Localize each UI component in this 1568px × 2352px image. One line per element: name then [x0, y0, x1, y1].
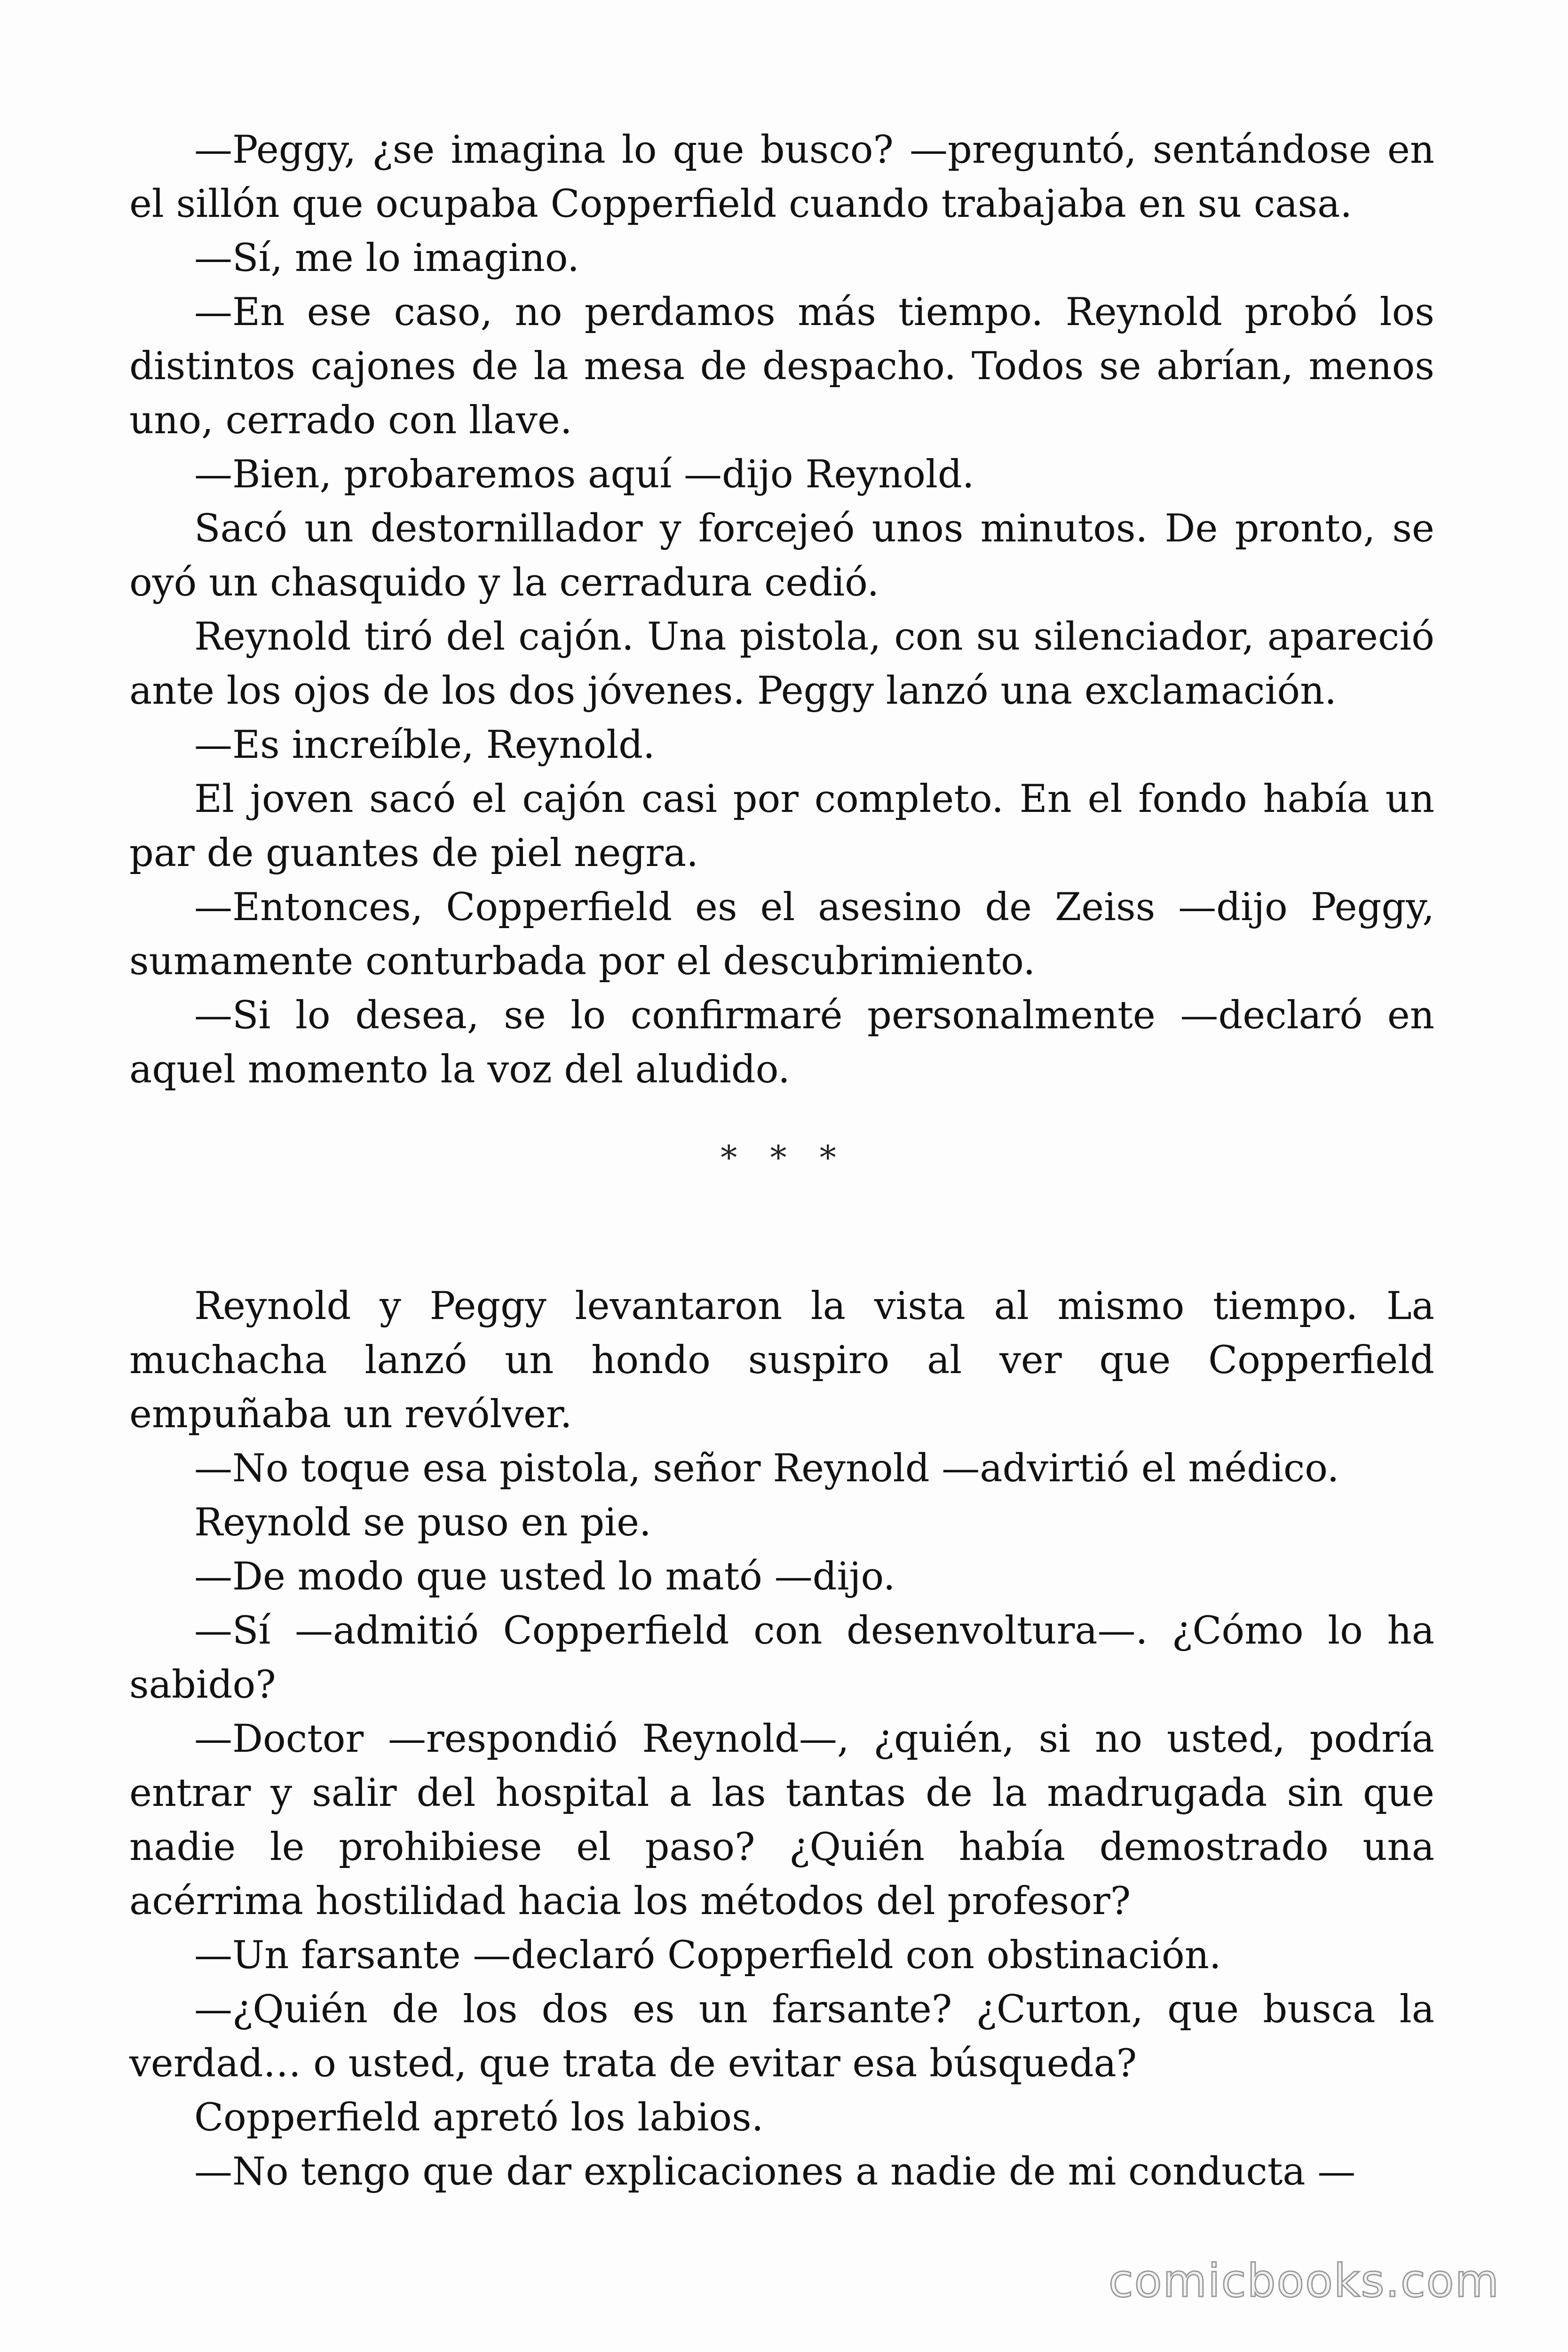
paragraph: Reynold tiró del cajón. Una pistola, con su silenciador, apareció ante los ojos de los dos jóvenes. Peggy lanzó una exclamación.	[129, 615, 1434, 713]
paragraph: —Sí, me lo imagino.	[194, 236, 579, 280]
paragraph: Copperfield apretó los labios.	[194, 2096, 764, 2140]
paragraph: —Entonces, Copperfield es el asesino de Zeiss —dijo Peggy, sumamente conturbada por el descubrimiento.	[129, 885, 1434, 984]
paragraph: —No tengo que dar explicaciones a nadie de mi conducta —	[194, 2150, 1356, 2194]
paragraph: —¿Quién de los dos es un farsante? ¿Curton, que busca la verdad… o usted, que trata de evitar esa búsqueda?	[129, 1987, 1434, 2086]
paragraph: —Sí —admitió Copperfield con desenvoltura—. ¿Cómo lo ha sabido?	[129, 1609, 1434, 1707]
paragraph: Reynold se puso en pie.	[194, 1501, 651, 1545]
paragraph: Sacó un destornillador y forcejeó unos minutos. De pronto, se oyó un chasquido y la cerradura cedió.	[129, 507, 1434, 605]
paragraph: —Es increíble, Reynold.	[194, 723, 655, 767]
watermark: comicbooks.com	[1108, 2255, 1500, 2307]
paragraph: —Un farsante —declaró Copperfield con obstinación.	[194, 1933, 1221, 1978]
paragraph: —Doctor —respondió Reynold—, ¿quién, si no usted, podría entrar y salir del hospital a las tantas de la madrugada sin que nadie le prohibiese el paso? ¿Quién había demostrado una acérrima hostilidad hacia los métodos del profesor?	[129, 1717, 1434, 1923]
paragraph: —De modo que usted lo mató —dijo.	[194, 1555, 895, 1599]
paragraph: El joven sacó el cajón casi por completo. En el fondo había un par de guantes de piel negra.	[129, 777, 1434, 875]
section-separator: * * *	[721, 1138, 847, 1177]
text-section-1	[129, 123, 1434, 1097]
paragraph: —No toque esa pistola, señor Reynold —advirtió el médico.	[194, 1446, 1339, 1491]
paragraph: —En ese caso, no perdamos más tiempo. Reynold probó los distintos cajones de la mesa de despacho. Todos se abrían, menos uno, cerrado con llave.	[129, 290, 1434, 443]
paragraph: —Peggy, ¿se imagina lo que busco? —preguntó, sentándose en el sillón que ocupaba Copperfield cuando trabajaba en su casa.	[129, 128, 1434, 226]
paragraph: —Si lo desea, se lo confirmaré personalmente —declaró en aquel momento la voz del aludido.	[129, 993, 1434, 1092]
paragraph: —Bien, probaremos aquí —dijo Reynold.	[194, 453, 974, 497]
paragraph: Reynold y Peggy levantaron la vista al mismo tiempo. La muchacha lanzó un hondo suspiro al ver que Copperfield empuñaba un revólver.	[129, 1284, 1434, 1437]
text-section-2	[129, 1279, 1434, 2199]
